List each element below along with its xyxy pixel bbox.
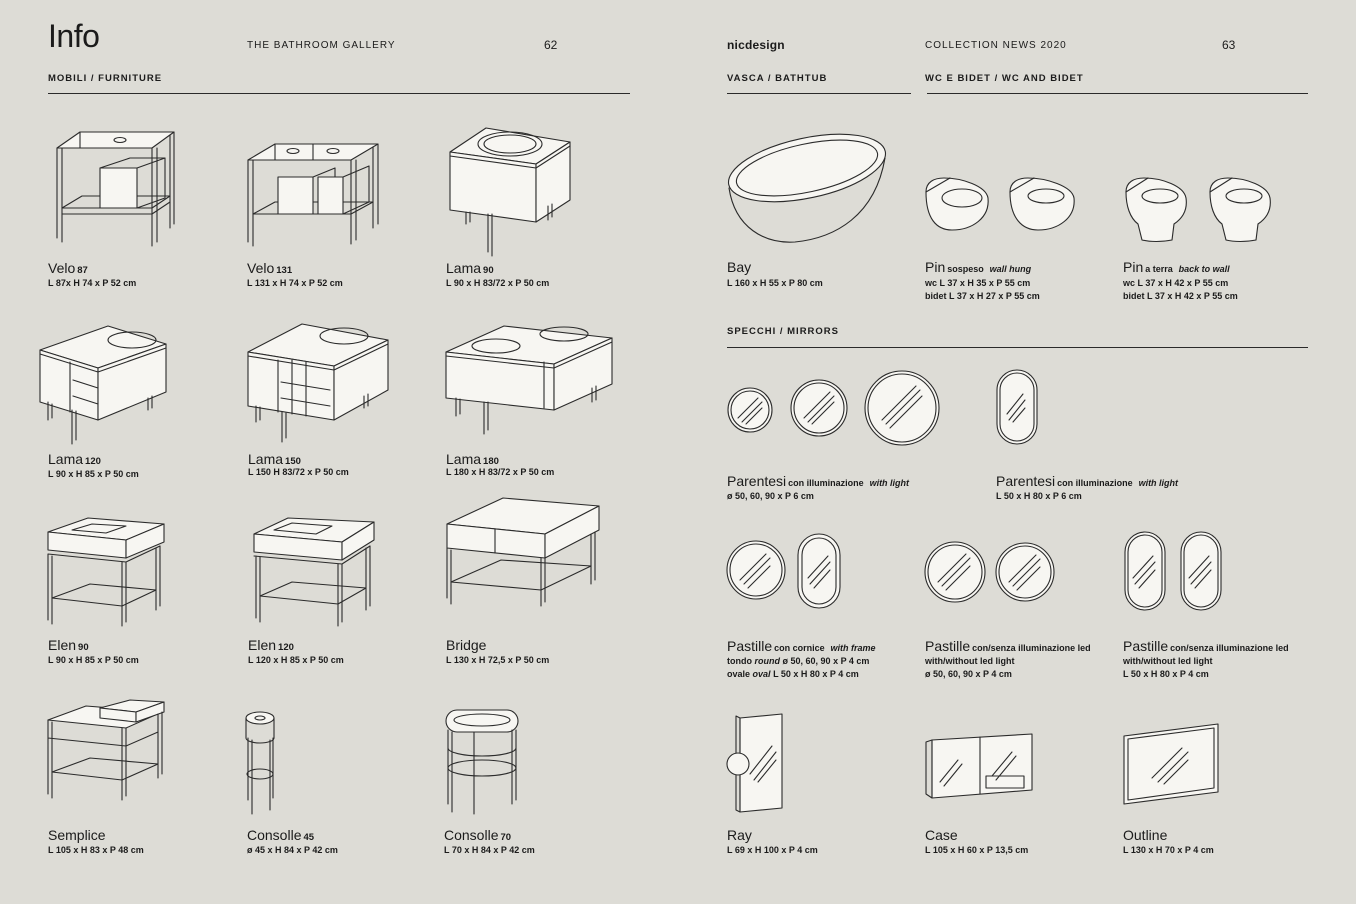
product-note-en: wall hung [989,264,1032,274]
spec-label: tondo [727,656,752,666]
product-label: Lama [248,451,284,467]
pastille-frame-drawing [726,532,844,610]
divider [927,93,1308,94]
divider [727,93,911,94]
product-name [1123,827,1167,843]
product-note: a terra [1145,264,1173,274]
divider [48,93,630,94]
product-name [925,259,1031,277]
product-spec: L 130 x H 70 x P 4 cm [1123,845,1214,855]
outline-mirror-drawing [1122,722,1222,806]
product-name [48,827,106,843]
product-spec: L 87x H 74 x P 52 cm [48,278,137,288]
product-label: Lama [446,260,482,276]
product-note-en: with frame [830,643,876,653]
product-spec: L 150 H 83/72 x P 50 cm [248,467,349,477]
product-label: Bridge [446,637,487,653]
left-page-number: 62 [544,38,558,52]
product-size: 70 [500,832,512,843]
divider [727,347,1308,348]
lama-120-drawing [38,322,170,448]
section-mirrors: SPECCHI / MIRRORS [727,326,840,337]
right-header: COLLECTION NEWS 2020 [925,40,1067,51]
spec-label: ovale [727,669,751,679]
ray-mirror-drawing [726,712,788,816]
product-spec: L 50 x H 80 x P 6 cm [996,491,1082,501]
section-furniture: MOBILI / FURNITURE [48,73,163,84]
velo-87-drawing [52,128,182,254]
parentesi-round-drawing [726,366,942,448]
consolle-70-drawing [444,708,520,816]
case-mirror-drawing [924,732,1036,802]
product-spec: L 70 x H 84 x P 42 cm [444,845,535,855]
parentesi-oval-drawing [995,368,1039,446]
product-size: 131 [276,265,293,276]
product-spec [727,667,859,681]
product-label: Velo [247,260,275,276]
product-name [925,827,958,843]
product-note: con illuminazione [1057,478,1133,488]
product-label: Lama [48,451,84,467]
product-spec: L 160 x H 55 x P 80 cm [727,278,823,288]
product-spec: L 105 x H 60 x P 13,5 cm [925,845,1029,855]
product-name [727,259,751,275]
product-spec: L 180 x H 83/72 x P 50 cm [446,467,555,477]
page-title: Info [48,18,100,54]
section-wc: WC E BIDET / WC AND BIDET [925,73,1084,84]
product-note: con/senza illuminazione led [972,643,1091,653]
product-spec: ø 50, 60, 90 x P 4 cm [925,669,1012,679]
product-label: Velo [48,260,76,276]
bay-bathtub-drawing [725,128,889,246]
product-spec: L 120 x H 85 x P 50 cm [248,655,344,665]
product-label: Bay [727,259,752,275]
product-spec: L 90 x H 85 x P 50 cm [48,469,139,479]
spec-label-en: oval [752,669,771,679]
lama-150-drawing [246,320,392,444]
pastille-led-round-drawing [924,536,1056,610]
product-size: 90 [78,642,89,653]
product-label: Elen [248,637,277,653]
product-note-en: back to wall [1178,264,1230,274]
product-spec: L 69 x H 100 x P 4 cm [727,845,818,855]
product-size: 87 [77,265,88,276]
spec-value: L 50 x H 80 x P 4 cm [773,669,859,679]
product-label: Elen [48,637,77,653]
section-bathtub: VASCA / BATHTUB [727,73,828,84]
product-note: con/senza illuminazione led [1170,643,1289,653]
product-name [1123,259,1230,277]
pin-wall-hung-drawing [922,174,1080,234]
pastille-led-oval-drawing [1123,530,1225,612]
product-size: 90 [483,265,494,276]
product-label: Pastille [727,638,773,654]
product-label: Semplice [48,827,106,843]
product-note-en: with light [869,478,910,488]
product-spec: L 130 x H 72,5 x P 50 cm [446,655,550,665]
product-label: Ray [727,827,752,843]
product-label: Pastille [1123,638,1169,654]
product-size: 45 [303,832,315,843]
product-spec: wc L 37 x H 35 x P 55 cm [925,278,1031,288]
consolle-45-drawing [244,710,276,816]
product-spec: bidet L 37 x H 42 x P 55 cm [1123,291,1238,301]
product-name [446,637,486,653]
semplice-drawing [46,698,168,802]
left-header: THE BATHROOM GALLERY [247,40,396,51]
product-label: Pin [1123,259,1144,275]
product-label: Pin [925,259,946,275]
elen-90-drawing [46,514,168,628]
elen-120-drawing [252,514,378,628]
lama-90-drawing [448,122,576,258]
product-spec: bidet L 37 x H 27 x P 55 cm [925,291,1040,301]
product-spec: with/without led light [1123,656,1213,666]
product-spec: L 90 x H 83/72 x P 50 cm [446,278,550,288]
product-label: Outline [1123,827,1168,843]
product-size: 120 [278,642,294,653]
product-spec: with/without led light [925,656,1015,666]
product-size: 120 [85,456,101,467]
velo-131-drawing [243,132,383,248]
product-spec: ø 50, 60, 90 x P 6 cm [727,491,814,501]
product-spec: ø 45 x H 84 x P 42 cm [247,845,338,855]
bridge-drawing [445,494,603,608]
product-name [727,827,752,843]
product-label: Consolle [247,827,302,843]
product-spec: L 50 x H 80 x P 4 cm [1123,669,1209,679]
product-label: Case [925,827,958,843]
lama-180-drawing [444,322,616,436]
product-note: con cornice [774,643,825,653]
spec-label-en: round [754,656,781,666]
product-spec: L 90 x H 85 x P 50 cm [48,655,139,665]
product-label: Parentesi [727,473,787,489]
brand-name: nicdesign [727,38,785,52]
product-spec: L 131 x H 74 x P 52 cm [247,278,343,288]
product-note-en: with light [1138,478,1179,488]
product-spec: L 105 x H 83 x P 48 cm [48,845,144,855]
product-size: 150 [285,456,301,467]
product-note: con illuminazione [788,478,864,488]
pin-back-to-wall-drawing [1122,176,1278,244]
product-label: Consolle [444,827,499,843]
product-spec [727,654,869,668]
product-size: 180 [483,456,499,467]
right-page-number: 63 [1222,38,1236,52]
product-spec: wc L 37 x H 42 x P 55 cm [1123,278,1229,288]
product-note: sospeso [947,264,984,274]
spec-value: ø 50, 60, 90 x P 4 cm [782,656,870,666]
product-label: Lama [446,451,482,467]
product-label: Pastille [925,638,971,654]
product-label: Parentesi [996,473,1056,489]
